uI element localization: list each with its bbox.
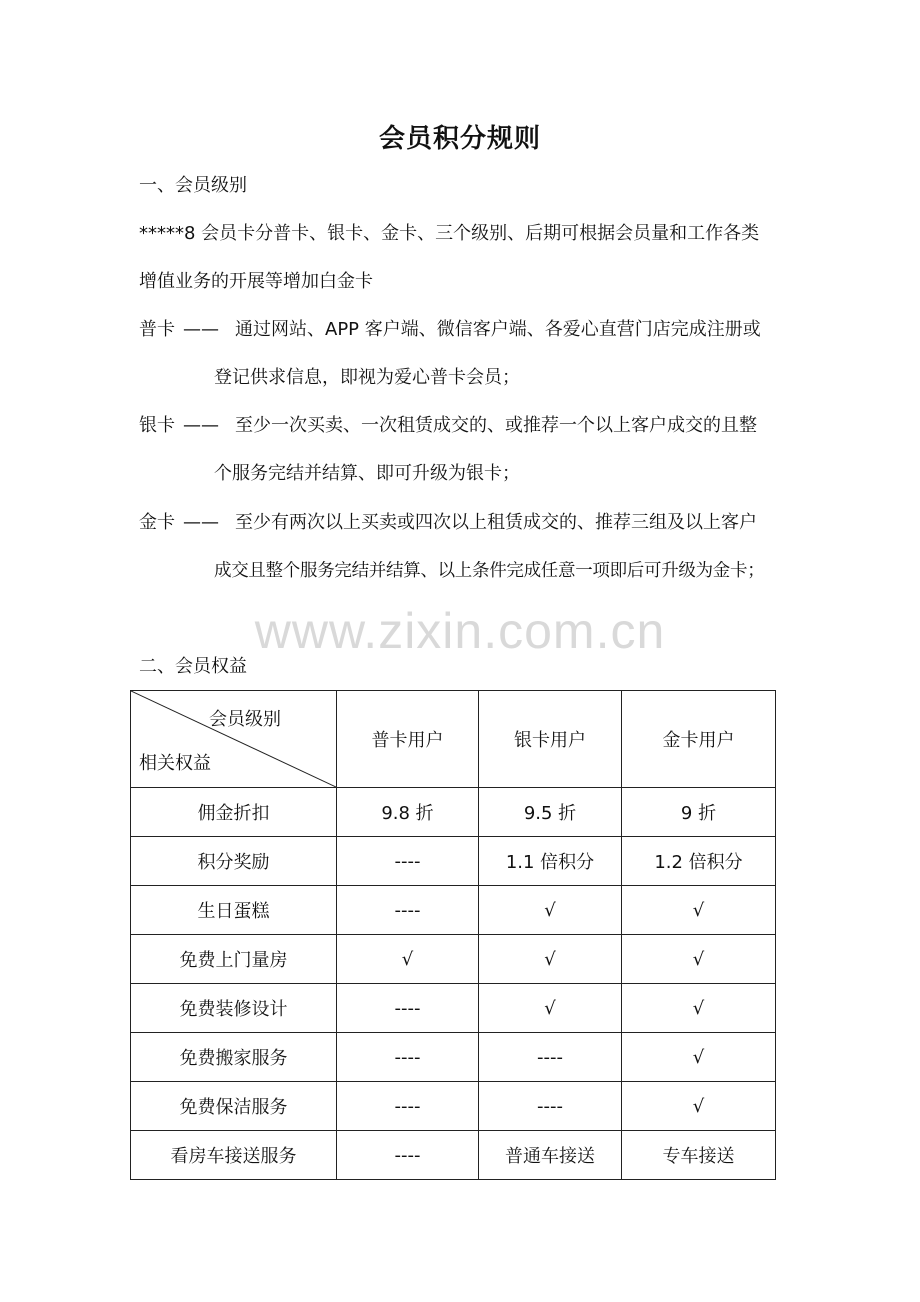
table-row: [131, 788, 776, 837]
column-header-gold: 金卡用户: [622, 691, 776, 788]
level-text-line1: 通过网站、APP 客户端、微信客户端、各爱心直营门店完成注册或: [235, 319, 761, 340]
level-text-line1: 至少一次买卖、一次租赁成交的、或推荐一个以上客户成交的且整: [235, 415, 757, 436]
table-cell: √: [622, 886, 776, 935]
row-label: 免费保洁服务: [131, 1082, 337, 1131]
corner-label-level: 会员级别: [209, 709, 281, 730]
table-row: [131, 1082, 776, 1131]
table-cell: √: [622, 1082, 776, 1131]
level-name: 金卡: [139, 512, 175, 533]
row-label: 免费上门量房: [131, 935, 337, 984]
row-label: 生日蛋糕: [131, 886, 337, 935]
level-dash: ——: [183, 415, 219, 436]
table-cell: 1.2 倍积分: [622, 837, 776, 886]
level-text-line2-gold: 成交且整个服务完结并结算、以上条件完成任意一项即后可升级为金卡；: [214, 561, 765, 581]
table-cell: √: [479, 935, 622, 984]
row-label: 佣金折扣: [131, 788, 337, 837]
table-corner-cell: [131, 691, 337, 788]
section-heading-levels: 一、会员级别: [139, 175, 247, 196]
watermark-text: www.zixin.com.cn: [254, 603, 666, 659]
page-title: 会员积分规则: [378, 124, 541, 154]
table-cell: 专车接送: [622, 1131, 776, 1180]
table-cell: √: [479, 886, 622, 935]
table-cell: ----: [479, 1033, 622, 1082]
table-row: [131, 837, 776, 886]
intro-line-2: 增值业务的开展等增加白金卡: [139, 271, 373, 292]
level-description-gold: [139, 511, 757, 535]
level-text-line2-silver: 个服务完结并结算、即可升级为银卡；: [214, 463, 520, 484]
level-text-line2-regular: 登记供求信息，即视为爱心普卡会员；: [214, 367, 520, 388]
table-cell: ----: [479, 1082, 622, 1131]
level-dash: ——: [183, 319, 219, 340]
column-header-regular: 普卡用户: [337, 691, 479, 788]
corner-label-benefits: 相关权益: [139, 753, 211, 774]
table-cell: √: [622, 935, 776, 984]
section-heading-benefits: 二、会员权益: [139, 656, 247, 677]
table-cell: √: [479, 984, 622, 1033]
table-cell: 1.1 倍积分: [479, 837, 622, 886]
table-cell: ----: [337, 1082, 479, 1131]
table-cell: ----: [337, 886, 479, 935]
table-cell: ----: [337, 837, 479, 886]
table-cell: √: [622, 1033, 776, 1082]
table-cell: √: [337, 935, 479, 984]
level-description-regular: [139, 318, 761, 342]
intro-line-1: *****8 会员卡分普卡、银卡、金卡、三个级别、后期可根据会员量和工作各类: [139, 223, 760, 244]
table-row: [131, 1131, 776, 1180]
benefits-table: [130, 690, 776, 1180]
table-header-row: [131, 691, 776, 788]
table-cell: ----: [337, 1131, 479, 1180]
level-name: 银卡: [139, 415, 175, 436]
table-row: [131, 935, 776, 984]
level-text-line1: 至少有两次以上买卖或四次以上租赁成交的、推荐三组及以上客户: [235, 512, 757, 533]
level-dash: ——: [183, 512, 219, 533]
table-cell: 9.5 折: [479, 788, 622, 837]
table-row: [131, 886, 776, 935]
row-label: 积分奖励: [131, 837, 337, 886]
row-label: 看房车接送服务: [131, 1131, 337, 1180]
table-cell: √: [622, 984, 776, 1033]
table-cell: 9 折: [622, 788, 776, 837]
table-cell: ----: [337, 984, 479, 1033]
level-name: 普卡: [139, 319, 175, 340]
table-cell: 9.8 折: [337, 788, 479, 837]
level-description-silver: [139, 414, 757, 438]
table-row: [131, 984, 776, 1033]
table-cell: 普通车接送: [479, 1131, 622, 1180]
table-cell: ----: [337, 1033, 479, 1082]
row-label: 免费搬家服务: [131, 1033, 337, 1082]
column-header-silver: 银卡用户: [479, 691, 622, 788]
row-label: 免费装修设计: [131, 984, 337, 1033]
table-row: [131, 1033, 776, 1082]
